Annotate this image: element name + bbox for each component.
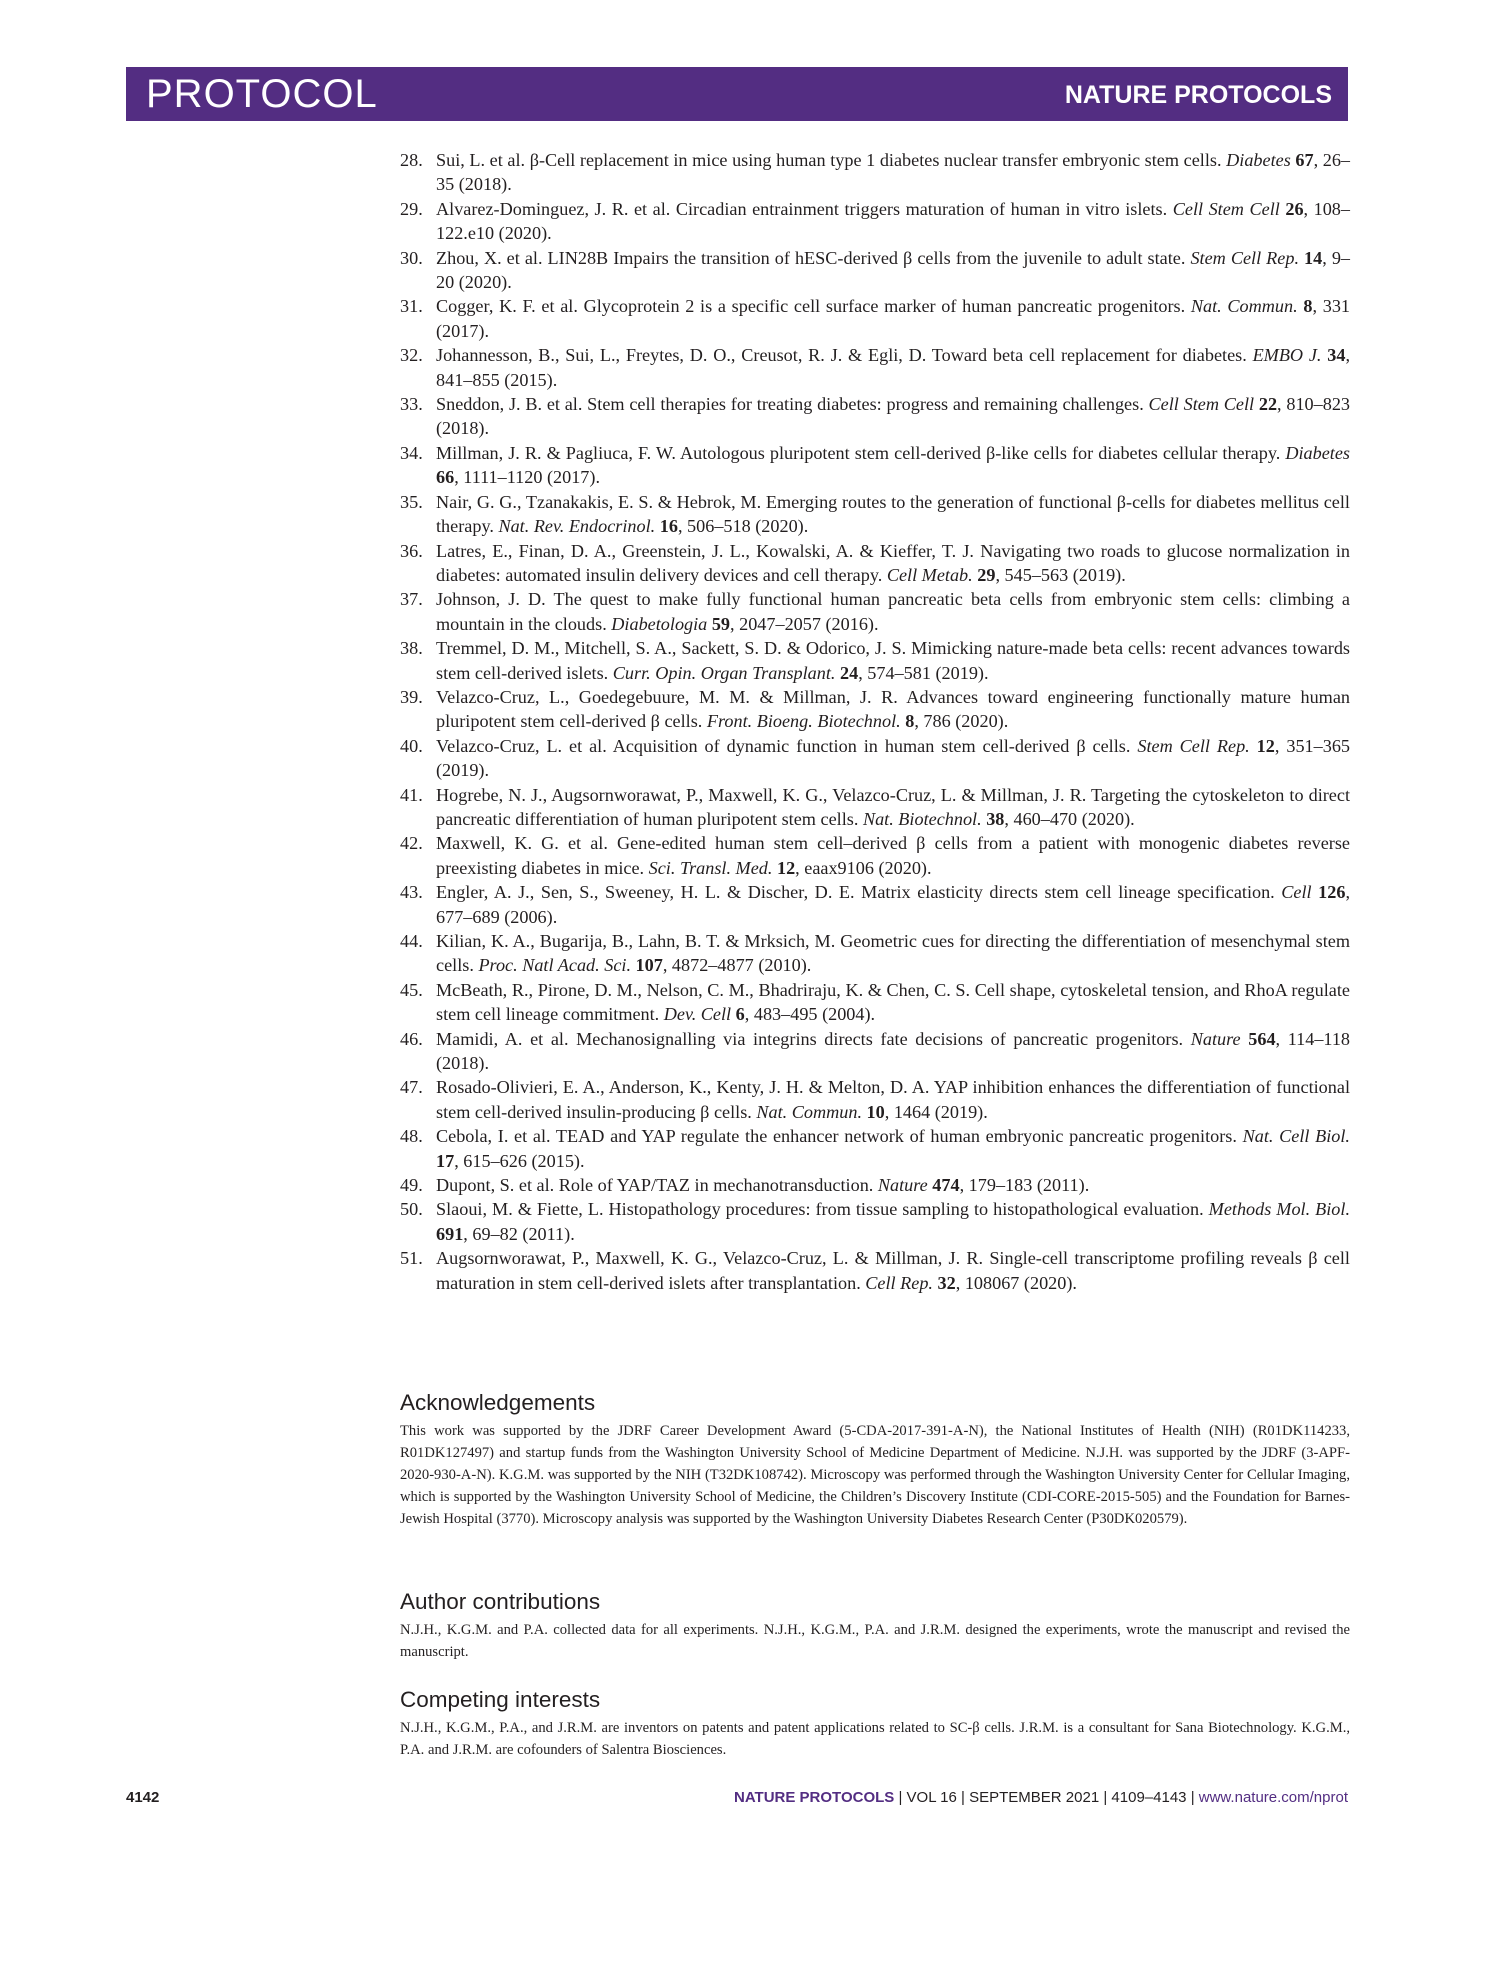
reference-journal: Nat. Rev. Endocrinol. xyxy=(498,516,656,537)
reference-volume: 8 xyxy=(1303,296,1313,317)
reference-list xyxy=(400,148,1350,1295)
reference-number: 44. xyxy=(400,931,423,951)
reference-journal: Cell Metab. xyxy=(886,564,973,585)
reference-fragment: , 179–183 (2011). xyxy=(959,1175,1090,1196)
reference-fragment: , 483–495 (2004). xyxy=(744,1004,876,1025)
acknowledgements-heading: Acknowledgements xyxy=(400,1390,596,1415)
reference-text xyxy=(436,345,1350,389)
reference-fragment: , 4872–4877 (2010). xyxy=(662,955,812,976)
reference-fragment: , 841–855 (2015). xyxy=(436,345,1351,390)
footer-separator: | xyxy=(1103,1789,1108,1806)
reference-fragment: Cebola, I. et al. TEAD and YAP regulate the enhancer network of human embryonic pancreatic progenitors. xyxy=(436,1126,1243,1147)
reference-text xyxy=(436,1248,1350,1292)
author-contributions-heading: Author contributions xyxy=(400,1589,601,1614)
competing-interests-heading: Competing interests xyxy=(400,1687,601,1712)
reference-fragment: Hogrebe, N. J., Augsornworawat, P., Maxwell, K. G., Velazco-Cruz, L. & Millman, J. R. Targeting the cytoskeleton to direct pancreatic differentiation of human pluripotent stem cells. xyxy=(436,784,1350,829)
reference-item xyxy=(400,246,1350,295)
reference-item xyxy=(400,685,1350,734)
acknowledgements-text: This work was supported by the JDRF Career Development Award (5-CDA-2017-391-A-N), the National Institutes of Health (NIH) (R01DK114233, R01DK127497) and startup funds from the Washington University School of Medicine Department of Medicine. N.J.H. was supported by the JDRF (3-APF-2020-930-A-N). K.G.M. was supported by the NIH (T32DK108742). Microscopy was performed through the Washington University Center for Cellular Imaging, which is supported by the Washington University School of Medicine, the Children’s Discovery Institute (CDI-CORE-2015-505) and the Foundation for Barnes-Jewish Hospital (3770). Microscopy analysis was supported by the Washington University Diabetes Research Center (P30DK020579). xyxy=(400,1423,1350,1527)
reference-text xyxy=(436,736,1350,780)
reference-number: 35. xyxy=(400,491,423,512)
reference-number: 48. xyxy=(400,1126,423,1147)
reference-volume: 29 xyxy=(977,564,996,585)
reference-number: 34. xyxy=(400,442,423,463)
reference-fragment: Sneddon, J. B. et al. Stem cell therapies for treating diabetes: progress and remaining challenges. xyxy=(436,394,1149,415)
reference-number: 38. xyxy=(400,638,423,659)
reference-number: 29. xyxy=(400,198,423,219)
reference-fragment: , 545–563 (2019). xyxy=(995,564,1126,585)
reference-fragment: Alvarez-Dominguez, J. R. et al. Circadian entrainment triggers maturation of human in vitro islets. xyxy=(436,198,1173,219)
reference-item xyxy=(400,880,1350,929)
reference-fragment: Millman, J. R. & Pagliuca, F. W. Autologous pluripotent stem cell-derived β-like cells for diabetes cellular therapy. xyxy=(436,442,1286,463)
footer-pages: 4109–4143 xyxy=(1111,1789,1187,1806)
reference-item xyxy=(400,539,1350,588)
reference-number: 31. xyxy=(400,296,423,317)
footer-journal: NATURE PROTOCOLS xyxy=(734,1789,895,1806)
reference-text xyxy=(436,1029,1350,1073)
reference-volume: 6 xyxy=(735,1004,745,1025)
reference-volume: 24 xyxy=(840,662,859,683)
reference-item xyxy=(400,490,1350,539)
reference-number: 42. xyxy=(400,833,423,854)
page-number: 4142 xyxy=(126,1789,160,1806)
reference-item xyxy=(400,1124,1350,1173)
reference-volume: 12 xyxy=(776,857,796,878)
reference-journal: Front. Bioeng. Biotechnol. xyxy=(706,711,901,732)
reference-number: 33. xyxy=(400,394,423,415)
reference-volume: 8 xyxy=(905,711,915,732)
reference-text xyxy=(436,296,1350,340)
reference-fragment: , 2047–2057 (2016). xyxy=(730,613,879,634)
reference-journal: Diabetes xyxy=(1285,442,1350,463)
header-banner xyxy=(126,67,1348,121)
reference-text xyxy=(436,980,1350,1024)
reference-fragment: Tremmel, D. M., Mitchell, S. A., Sackett, S. D. & Odorico, J. S. Mimicking nature-made beta cells: recent advances towards stem cell-derived islets. xyxy=(436,638,1350,683)
reference-number: 30. xyxy=(400,247,423,268)
reference-fragment: , 677–689 (2006). xyxy=(436,882,1350,927)
reference-journal: Nat. Cell Biol. xyxy=(1242,1126,1350,1147)
reference-number: 41. xyxy=(400,784,423,805)
reference-fragment: Dupont, S. et al. Role of YAP/TAZ in mechanotransduction. xyxy=(436,1175,878,1196)
reference-fragment: Velazco-Cruz, L. et al. Acquisition of dynamic function in human stem cell-derived β cells. xyxy=(436,735,1138,756)
reference-text xyxy=(436,638,1350,682)
reference-item xyxy=(400,294,1350,343)
reference-journal: Curr. Opin. Organ Transplant. xyxy=(612,662,836,683)
footer-url-link[interactable]: www.nature.com/nprot xyxy=(1198,1789,1348,1806)
footer-separator: | xyxy=(961,1789,965,1806)
reference-text xyxy=(436,1199,1350,1243)
reference-number: 28. xyxy=(400,150,423,170)
reference-text xyxy=(436,931,1350,975)
competing-interests-text: N.J.H., K.G.M., P.A., and J.R.M. are inventors on patents and patent applications related to SC-β cells. J.R.M. is a consultant for Sana Biotechnology. K.G.M., P.A. and J.R.M. are cofounders of Salentra Biosciences. xyxy=(400,1720,1350,1758)
reference-volume: 67 xyxy=(1295,150,1314,170)
reference-item xyxy=(400,734,1350,783)
reference-text xyxy=(436,833,1350,877)
reference-fragment: Latres, E., Finan, D. A., Greenstein, J. L., Kowalski, A. & Kieffer, T. J. Navigating two roads to glucose normalization in diabetes: automated insulin delivery devices and cell therapy. xyxy=(436,540,1350,585)
reference-volume: 17 xyxy=(436,1150,455,1171)
section-label: PROTOCOL xyxy=(146,72,378,116)
reference-fragment: , 69–82 (2011). xyxy=(463,1223,575,1244)
reference-item xyxy=(400,392,1350,441)
footer-separator: | xyxy=(1190,1789,1195,1806)
reference-journal: Cell Stem Cell xyxy=(1148,394,1255,415)
reference-journal: Stem Cell Rep. xyxy=(1137,735,1250,756)
reference-number: 45. xyxy=(400,979,423,1000)
reference-journal: Methods Mol. Biol. xyxy=(1208,1199,1351,1220)
reference-volume: 26 xyxy=(1285,198,1304,219)
reference-item xyxy=(400,1246,1350,1295)
reference-number: 32. xyxy=(400,345,423,366)
reference-journal: Nat. Commun. xyxy=(1190,296,1298,317)
reference-fragment: Engler, A. J., Sen, S., Sweeney, H. L. & Discher, D. E. Matrix elasticity directs stem cell lineage specification. xyxy=(436,882,1282,903)
reference-volume: 32 xyxy=(937,1272,956,1293)
footer-separator: | xyxy=(898,1789,903,1806)
reference-volume: 22 xyxy=(1258,394,1278,415)
reference-text xyxy=(436,199,1350,243)
reference-text xyxy=(436,492,1350,536)
footer-date: SEPTEMBER 2021 xyxy=(969,1789,1100,1806)
reference-journal: Diabetologia xyxy=(611,613,708,634)
reference-journal: Sci. Transl. Med. xyxy=(648,857,773,878)
reference-fragment xyxy=(1250,736,1257,756)
reference-volume: 38 xyxy=(986,808,1005,829)
reference-fragment: , 810–823 (2018). xyxy=(436,394,1351,439)
reference-journal: Stem Cell Rep. xyxy=(1190,247,1299,268)
reference-volume: 16 xyxy=(659,516,678,537)
reference-fragment: , 786 (2020). xyxy=(914,711,1009,732)
reference-fragment: , 460–470 (2020). xyxy=(1004,808,1135,829)
reference-item xyxy=(400,587,1350,636)
competing-interests-section xyxy=(400,1686,1350,1761)
reference-text xyxy=(436,394,1350,438)
reference-number: 50. xyxy=(400,1199,423,1220)
reference-number: 46. xyxy=(400,1028,423,1049)
reference-fragment: Rosado-Olivieri, E. A., Anderson, K., Kenty, J. H. & Melton, D. A. YAP inhibition enhances the differentiation of functional stem cell-derived insulin-producing β cells. xyxy=(436,1077,1350,1122)
author-contributions-text: N.J.H., K.G.M. and P.A. collected data for all experiments. N.J.H., K.G.M., P.A. and J.R.M. designed the experiments, wrote the manuscript and revised the manuscript. xyxy=(400,1622,1350,1660)
reference-journal: Diabetes xyxy=(1226,150,1291,170)
reference-fragment: Velazco-Cruz, L., Goedegebuure, M. M. & Millman, J. R. Advances toward engineering functionally mature human pluripotent stem cell-derived β cells. xyxy=(436,686,1350,732)
reference-number: 49. xyxy=(400,1175,423,1196)
reference-item xyxy=(400,831,1350,880)
reference-item xyxy=(400,148,1350,197)
reference-journal: Cell Stem Cell xyxy=(1172,198,1280,219)
reference-text xyxy=(436,1077,1350,1121)
acknowledgements-section xyxy=(400,1389,1350,1530)
reference-text xyxy=(436,785,1350,829)
reference-item xyxy=(400,1075,1350,1124)
reference-text xyxy=(436,1126,1350,1170)
reference-fragment: , 108067 (2020). xyxy=(955,1272,1077,1293)
reference-journal: EMBO J. xyxy=(1252,345,1322,366)
reference-fragment: , 1111–1120 (2017). xyxy=(454,467,601,488)
reference-journal: Dev. Cell xyxy=(663,1004,732,1025)
journal-label: NATURE PROTOCOLS xyxy=(1064,81,1332,109)
reference-fragment: , 351–365 (2019). xyxy=(436,735,1351,781)
journal-footer xyxy=(734,1789,1348,1806)
author-contributions-section xyxy=(400,1588,1350,1663)
reference-fragment: Nair, G. G., Tzanakakis, E. S. & Hebrok, M. Emerging routes to the generation of functional β-cells for diabetes mellitus cell therapy. xyxy=(436,491,1350,537)
reference-fragment: , 574–581 (2019). xyxy=(858,662,989,683)
reference-volume: 66 xyxy=(436,467,455,488)
reference-item xyxy=(400,929,1350,978)
reference-number: 40. xyxy=(400,735,423,756)
reference-volume: 10 xyxy=(866,1101,885,1122)
reference-fragment: Slaoui, M. & Fiette, L. Histopathology procedures: from tissue sampling to histopathological evaluation. xyxy=(436,1199,1209,1220)
reference-journal: Cell xyxy=(1281,882,1312,903)
reference-volume: 126 xyxy=(1318,882,1346,903)
reference-volume: 12 xyxy=(1256,735,1275,756)
reference-journal: Nature xyxy=(877,1175,928,1196)
reference-number: 37. xyxy=(400,589,423,610)
reference-text xyxy=(436,589,1350,633)
reference-item xyxy=(400,1197,1350,1246)
reference-number: 51. xyxy=(400,1248,423,1269)
reference-journal: Nature xyxy=(1190,1028,1241,1049)
reference-fragment: Augsornworawat, P., Maxwell, K. G., Velazco-Cruz, L. & Millman, J. R. Single-cell transcriptome profiling reveals β cell maturation in stem cell-derived islets after transplantation. xyxy=(436,1248,1350,1293)
reference-fragment: Mamidi, A. et al. Mechanosignalling via integrins directs fate decisions of pancreatic progenitors. xyxy=(436,1028,1191,1049)
reference-text xyxy=(436,1175,1089,1195)
footer-volume: VOL 16 xyxy=(906,1789,957,1806)
reference-fragment: , eaax9106 (2020). xyxy=(795,857,932,878)
reference-item xyxy=(400,197,1350,246)
reference-item xyxy=(400,636,1350,685)
reference-journal: Cell Rep. xyxy=(865,1272,933,1293)
reference-number: 39. xyxy=(400,686,423,707)
reference-journal: Proc. Natl Acad. Sci. xyxy=(478,955,631,976)
reference-item xyxy=(400,1027,1350,1076)
reference-journal: Nat. Biotechnol. xyxy=(862,808,982,829)
reference-text xyxy=(436,882,1350,926)
reference-fragment: Sui, L. et al. β-Cell replacement in mice using human type 1 diabetes nuclear transfer embryonic stem cells. xyxy=(436,150,1227,170)
reference-text xyxy=(436,248,1350,292)
reference-number: 36. xyxy=(400,540,423,561)
reference-item xyxy=(400,978,1350,1027)
reference-volume: 691 xyxy=(436,1223,464,1244)
reference-volume: 14 xyxy=(1304,247,1323,268)
reference-item xyxy=(400,783,1350,832)
reference-item xyxy=(400,343,1350,392)
reference-number: 43. xyxy=(400,882,423,903)
reference-volume: 59 xyxy=(711,613,731,634)
reference-volume: 474 xyxy=(932,1175,960,1196)
reference-fragment: , 615–626 (2015). xyxy=(454,1150,585,1171)
reference-text xyxy=(436,150,1350,194)
reference-text xyxy=(436,687,1350,731)
reference-text xyxy=(436,541,1350,585)
reference-item xyxy=(400,1173,1350,1197)
reference-fragment: Zhou, X. et al. LIN28B Impairs the transition of hESC-derived β cells from the juvenile to adult state. xyxy=(436,247,1191,268)
reference-fragment: Cogger, K. F. et al. Glycoprotein 2 is a specific cell surface marker of human pancreatic progenitors. xyxy=(436,296,1191,317)
reference-fragment: , 26–35 (2018). xyxy=(436,150,1351,195)
reference-item xyxy=(400,441,1350,490)
reference-fragment: Johnson, J. D. The quest to make fully functional human pancreatic beta cells from embryonic stem cells: climbing a mountain in the clouds. xyxy=(436,589,1350,634)
reference-fragment: , 506–518 (2020). xyxy=(677,516,809,537)
reference-fragment: McBeath, R., Pirone, D. M., Nelson, C. M., Bhadriraju, K. & Chen, C. S. Cell shape, cytoskeletal tension, and RhoA regulate stem cell lineage commitment. xyxy=(436,979,1350,1025)
reference-number: 47. xyxy=(400,1077,423,1098)
reference-fragment: , 108–122.e10 (2020). xyxy=(436,198,1350,244)
reference-fragment: Kilian, K. A., Bugarija, B., Lahn, B. T. & Mrksich, M. Geometric cues for directing the differentiation of mesenchymal stem cells. xyxy=(436,931,1350,976)
reference-volume: 564 xyxy=(1248,1028,1276,1049)
reference-fragment: , 114–118 (2018). xyxy=(436,1028,1351,1074)
reference-volume: 107 xyxy=(635,955,663,976)
reference-fragment: Johannesson, B., Sui, L., Freytes, D. O., Creusot, R. J. & Egli, D. Toward beta cell replacement for diabetes. xyxy=(436,345,1253,366)
reference-volume: 34 xyxy=(1327,345,1346,366)
reference-fragment: Maxwell, K. G. et al. Gene-edited human stem cell–derived β cells from a patient with monogenic diabetes reverse preexisting diabetes in mice. xyxy=(436,833,1350,878)
reference-fragment: , 9–20 (2020). xyxy=(436,247,1351,293)
reference-fragment: , 331 (2017). xyxy=(436,296,1351,341)
reference-journal: Nat. Commun. xyxy=(756,1101,862,1122)
reference-text xyxy=(436,443,1350,487)
reference-fragment: , 1464 (2019). xyxy=(884,1101,988,1122)
